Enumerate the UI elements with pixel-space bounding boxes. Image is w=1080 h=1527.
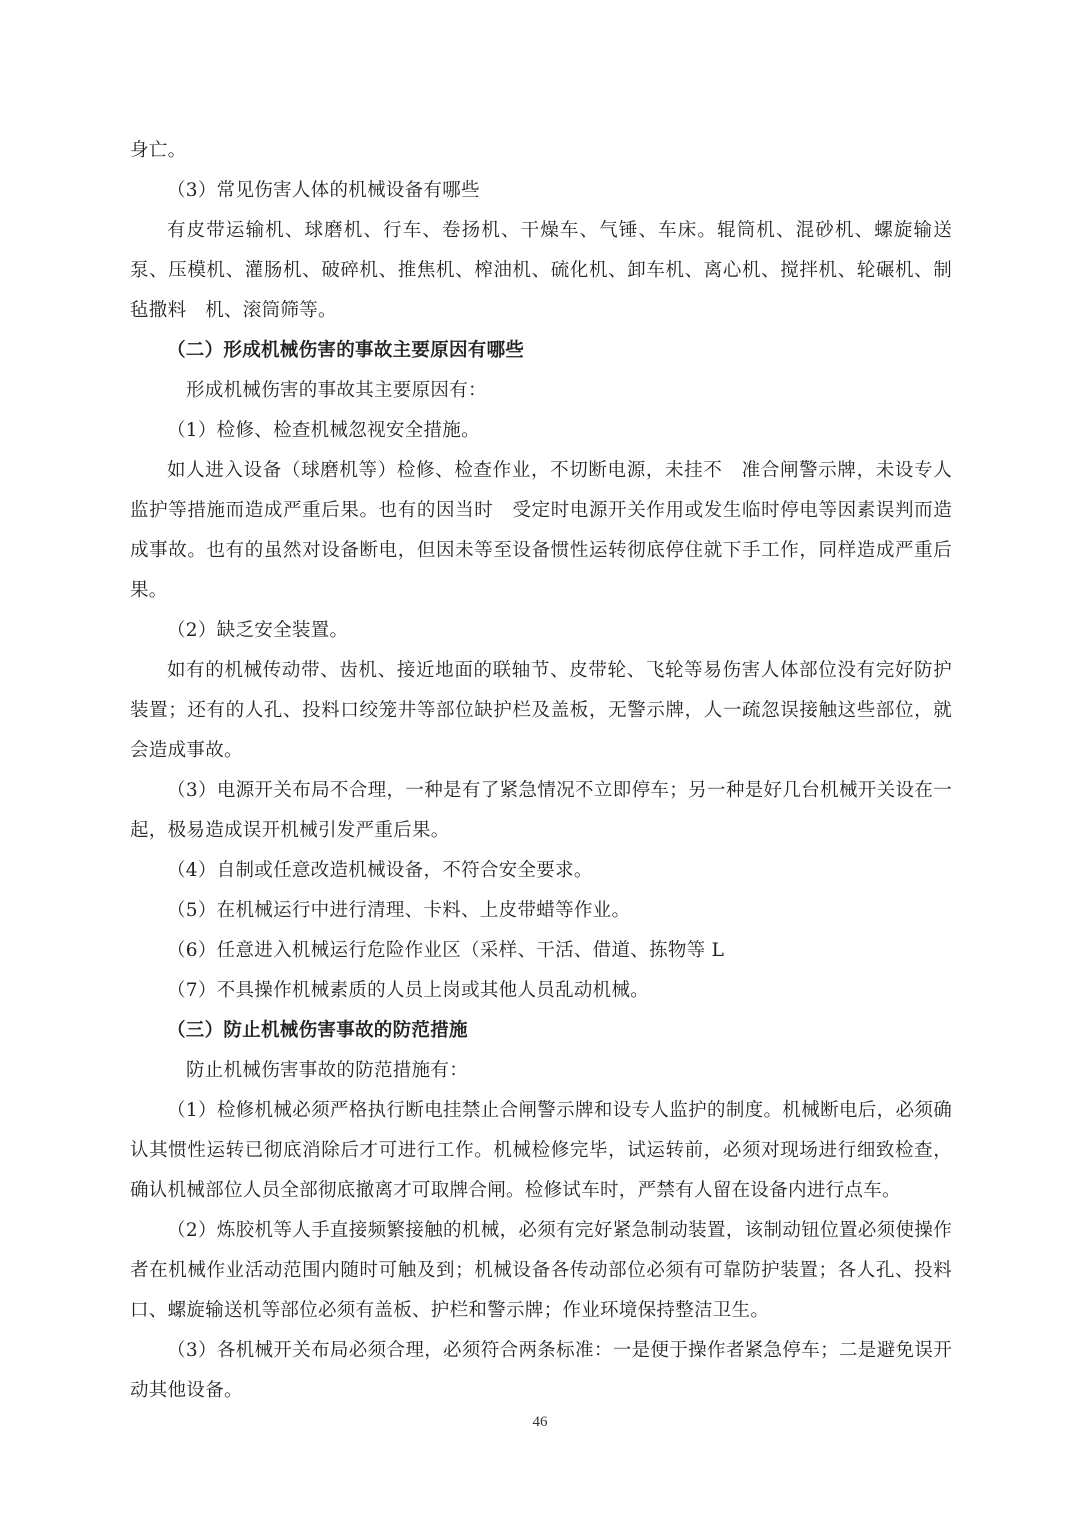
text-line: （2）炼胶机等人手直接频繁接触的机械，必须有完好紧急制动装置，该制动钮位置必须使操作 <box>167 1220 952 1241</box>
text-line: 者在机械作业活动范围内随时可触及到；机械设备各传动部位必须有可靠防护装置；各人孔、投料 <box>130 1260 952 1281</box>
document-body <box>130 131 952 1411</box>
section-heading-line: （三）防止机械伤害事故的防范措施 <box>167 1020 468 1041</box>
text-line: （1）检修机械必须严格执行断电挂禁止合闸警示牌和设专人监护的制度。机械断电后，必须确 <box>167 1100 952 1121</box>
text-line: 形成机械伤害的事故其主要原因有： <box>186 380 487 401</box>
text-line: （1）检修、检查机械忽视安全措施。 <box>167 420 480 441</box>
text-line: （5）在机械运行中进行清理、卡料、上皮带蜡等作业。 <box>167 900 631 921</box>
text-line: （3）各机械开关布局必须合理，必须符合两条标准：一是便于操作者紧急停车；二是避免误开 <box>167 1340 952 1361</box>
text-line: 口、螺旋输送机等部位必须有盖板、护栏和警示牌；作业环境保持整洁卫生。 <box>130 1300 770 1321</box>
text-line: 认其惯性运转已彻底消除后才可进行工作。机械检修完毕，试运转前，必须对现场进行细致检查， <box>130 1140 952 1161</box>
text-line: （3）常见伤害人体的机械设备有哪些 <box>167 180 480 201</box>
text-line: （3）电源开关布局不合理，一种是有了紧急情况不立即停车；另一种是好几台机械开关设在一 <box>167 780 952 801</box>
section-heading-line: （二）形成机械伤害的事故主要原因有哪些 <box>167 340 525 361</box>
text-line: 果。 <box>130 580 168 601</box>
text-line: 有皮带运输机、球磨机、行车、卷扬机、干燥车、气锤、车床。辊筒机、混砂机、螺旋输送 <box>167 220 952 241</box>
text-line: 泵、压模机、灌肠机、破碎机、推焦机、榨油机、硫化机、卸车机、离心机、搅拌机、轮碾机、制 <box>130 260 952 281</box>
text-line: 如人进入设备（球磨机等）检修、检查作业，不切断电源，未挂不 准合闸警示牌，未设专人 <box>167 460 952 481</box>
text-line: （6）任意进入机械运行危险作业区（采样、干活、借道、拣物等 L <box>167 940 725 961</box>
text-line: 防止机械伤害事故的防范措施有： <box>186 1060 469 1081</box>
text-line: （4）自制或任意改造机械设备，不符合安全要求。 <box>167 860 593 881</box>
text-line: 动其他设备。 <box>130 1380 243 1401</box>
text-line: 会造成事故。 <box>130 740 243 761</box>
text-line: 监护等措施而造成严重后果。也有的因当时 受定时电源开关作用或发生临时停电等因素误判而造 <box>130 500 952 521</box>
text-line: （7）不具操作机械素质的人员上岗或其他人员乱动机械。 <box>167 980 650 1001</box>
text-line: 确认机械部位人员全部彻底撤离才可取牌合闸。检修试车时，严禁有人留在设备内进行点车。 <box>130 1180 901 1201</box>
text-line: 装置；还有的人孔、投料口绞笼井等部位缺护栏及盖板，无警示牌，人一疏忽误接触这些部位，就 <box>130 700 952 721</box>
text-line: 毡撒料 机、滚筒筛等。 <box>130 300 337 321</box>
text-line: 成事故。也有的虽然对设备断电，但因未等至设备惯性运转彻底停住就下手工作，同样造成严重后 <box>130 540 952 561</box>
text-line: （2）缺乏安全装置。 <box>167 620 349 641</box>
text-line: 身亡。 <box>130 140 187 161</box>
text-line: 如有的机械传动带、齿机、接近地面的联轴节、皮带轮、飞轮等易伤害人体部位没有完好防护 <box>167 660 952 681</box>
page-number: 46 <box>532 1414 548 1430</box>
text-line: 起，极易造成误开机械引发严重后果。 <box>130 820 450 841</box>
